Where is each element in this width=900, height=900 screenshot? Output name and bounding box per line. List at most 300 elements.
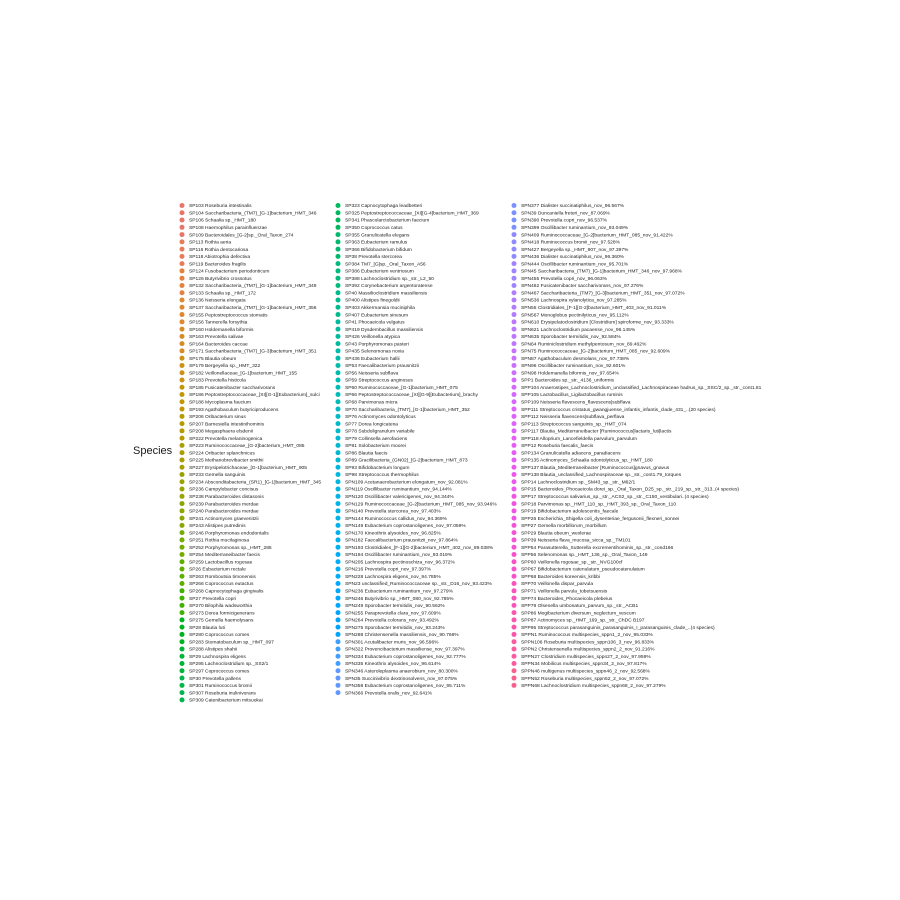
- legend-label: SP133 Schaalia sp._HMT_172: [189, 291, 256, 297]
- legend-label: SPN64 Ruminiclostridium methylpentosum_nov_89.462%: [521, 342, 647, 348]
- legend-label: SP419 Dysdembacillus massiliensis: [345, 327, 424, 333]
- legend-item: [512, 348, 671, 354]
- legend-label: SP307 Roseburia inulinivorans: [189, 691, 256, 697]
- legend-label: SPPN68 Lachnoclostridium multispecies_sppn68_2_nov_97.279%: [521, 684, 666, 690]
- legend-item: [512, 392, 624, 398]
- legend-label: SPP29 Blautia obeum_wexlerae: [521, 531, 592, 537]
- legend-label: SP137 Saccharibacteria_(TM7)_[G-1]bacterium_HMT_356: [189, 305, 317, 311]
- legend-key-dot: [180, 639, 185, 644]
- legend-item: [336, 567, 432, 573]
- legend-key-dot: [336, 232, 341, 237]
- legend-key-dot: [180, 290, 185, 295]
- legend-item: [180, 661, 269, 667]
- legend-key-dot: [180, 407, 185, 412]
- legend-item: [336, 487, 453, 493]
- legend-item: [512, 218, 608, 224]
- legend-key-dot: [336, 516, 341, 521]
- legend-item: [336, 588, 454, 594]
- legend-key-dot: [512, 545, 517, 550]
- legend-label: SPN144 Ruminococcus callidus_nov_94.369%: [345, 516, 447, 522]
- legend-key-dot: [180, 581, 185, 586]
- legend-item: [336, 392, 479, 398]
- legend-label: SPPN2 Christensenella multispecies_sppn2_2_nov_91.216%: [521, 647, 655, 653]
- legend-label: SPN119 Oscillibacter ruminantium_nov_94.144%: [345, 487, 452, 493]
- legend-label: SP436 Eubacterium hallii: [345, 356, 400, 362]
- legend-item: [336, 218, 430, 224]
- legend-key-dot: [336, 407, 341, 412]
- legend-item: [512, 261, 629, 267]
- legend-item: [180, 377, 247, 383]
- legend-item: [336, 683, 467, 689]
- legend-item: [180, 479, 322, 485]
- legend-item: [512, 567, 645, 573]
- legend-item: [336, 203, 423, 209]
- legend-label: SP93 Bifidobacterium longum: [345, 465, 410, 471]
- legend-label: SP175 Blautia obeum: [189, 356, 237, 362]
- legend-item: [512, 443, 594, 449]
- legend-item: [180, 261, 247, 267]
- legend-key-dot: [336, 239, 341, 244]
- legend-item: [512, 632, 654, 638]
- legend-key-dot: [180, 450, 185, 455]
- legend-item: [180, 501, 259, 507]
- legend-label: SPN467 Saccharibacteria_(TM7)_[G-3]bacterium_HMT_351_nov_97.072%: [521, 291, 685, 297]
- legend-label: SP238 Parabacteroides distasonis: [189, 495, 264, 500]
- legend-label: SPPN52 Roseburia multispecies_sppn52_2_nov_97.072%: [521, 676, 649, 682]
- legend-key-dot: [336, 218, 341, 223]
- legend-label: SP350 Coprococcus catus: [345, 226, 403, 232]
- legend-item: [512, 327, 636, 333]
- legend-key-dot: [336, 436, 341, 441]
- legend-label: SPP39 Neisseria flava_mucosa_sicca_sp._TM101: [521, 538, 631, 544]
- legend-key-dot: [512, 537, 517, 542]
- legend-key-dot: [336, 210, 341, 215]
- legend-label: SP164 Bacteroides caccae: [189, 342, 248, 348]
- legend-label: SPP135 Actinomyces_Schaalia odontolyticus_sp._HMT_180: [521, 458, 653, 464]
- legend-label: SP252 Porphyromonas sp._HMT_285: [189, 545, 272, 551]
- legend-label: SP81 Solobacterium moorei: [345, 444, 406, 450]
- legend-label: SPP68 Bacteroides koreensis_kribbi: [521, 574, 601, 580]
- legend-label: SP124 Fusobacterium periodonticum: [189, 269, 270, 275]
- legend-item: [180, 232, 294, 238]
- legend-item: [512, 276, 608, 282]
- legend-label: SP163 Prevotella salivae: [189, 335, 244, 341]
- legend-item: [336, 334, 401, 340]
- legend-item: [336, 407, 471, 413]
- legend-key-dot: [336, 203, 341, 208]
- legend-item: [512, 465, 670, 471]
- legend-label: SPN409 Ruminococcaceae_[G-2]bacterium_HMT_085_nov_91.422%: [521, 233, 673, 239]
- legend-key-dot: [336, 690, 341, 695]
- legend-key-dot: [336, 414, 341, 419]
- legend-key-dot: [180, 479, 185, 484]
- legend-label: SPN246 Butyrivibrio sp._HMT_080_nov_92.785%: [345, 596, 454, 602]
- legend-label: SPPN106 Roseburia multispecies_sppn106_3_nov_96.833%: [521, 640, 654, 646]
- legend-key-dot: [180, 370, 185, 375]
- legend-key-dot: [180, 632, 185, 637]
- legend-key-dot: [336, 283, 341, 288]
- legend-key-dot: [512, 516, 517, 521]
- legend-item: [336, 610, 442, 616]
- legend-item: [512, 356, 630, 362]
- legend-key-dot: [336, 363, 341, 368]
- legend-item: [180, 530, 270, 536]
- legend-label: SP283 Stomatobaculum sp._HMT_097: [189, 640, 274, 646]
- legend-item: [512, 232, 674, 238]
- legend-label: SP155 Peptostreptococcus stomatis: [189, 313, 268, 319]
- legend-key-dot: [336, 348, 341, 353]
- legend-item: [336, 596, 455, 602]
- legend-item: [180, 268, 270, 274]
- legend-label: SP363 Eubacterium ramulus: [345, 240, 408, 246]
- legend-key-dot: [512, 399, 517, 404]
- legend-key-dot: [180, 683, 185, 688]
- legend-item: [512, 298, 628, 304]
- legend-key-dot: [336, 537, 341, 542]
- legend-label: SP246 Porphyromonas endodontalis: [189, 531, 269, 537]
- legend-key-dot: [336, 581, 341, 586]
- legend-label: SP297 Coprococcus comes: [189, 669, 250, 675]
- legend-label: SPN322 Provencibacterium massiliense_nov_97.397%: [345, 647, 465, 653]
- legend-key-dot: [512, 334, 517, 339]
- legend-label: SP224 Oribacter splanchnicus: [189, 451, 255, 457]
- legend-key-dot: [336, 501, 341, 506]
- legend-key-dot: [180, 574, 185, 579]
- legend-label: SP227 Erysipelotrichaceae_[G-1]bacterium_HMT_905: [189, 465, 307, 471]
- legend-label: SP366 Bifidobacterium bifidum: [345, 247, 412, 253]
- legend-key-dot: [512, 247, 517, 252]
- legend-label: SPN462 Fusicatenibacter saccharivorans_nov_97.276%: [521, 284, 644, 290]
- legend-item: [512, 610, 636, 616]
- legend-key-dot: [512, 559, 517, 564]
- legend-label: SPP86 Mogibacterium diversum_neglectum_vescum: [521, 611, 636, 617]
- legend-item: [512, 508, 619, 514]
- legend-key-dot: [512, 232, 517, 237]
- legend-label: SPN444 Oscillibacter ruminantium_nov_95.701%: [521, 262, 629, 268]
- legend-item: [180, 625, 225, 631]
- legend-key-dot: [336, 261, 341, 266]
- legend-item: [336, 508, 442, 514]
- legend-key-dot: [512, 225, 517, 230]
- legend-label: SP384 TM7_[G]sp._Oral_Taxon_A56: [345, 262, 426, 268]
- legend-key-dot: [180, 385, 185, 390]
- legend-label: SPN288 Christensenella massiliensis_nov_90.766%: [345, 633, 459, 639]
- legend-key-dot: [180, 676, 185, 681]
- legend-item: [336, 290, 428, 296]
- legend-label: SPN610 Erysipelatoclostridium [Clostridium] spiroforme_nov_93.333%: [521, 320, 674, 326]
- legend-item: [180, 239, 232, 245]
- legend-label: SPN301 Acutalibacter muris_nov_96.596%: [345, 640, 439, 646]
- legend-label: SP40 Massilioclostridium massiliensis: [345, 291, 428, 297]
- legend-item: [512, 596, 613, 602]
- legend-label: SPN536 Lachnospira xylanolytica_nov_97.285%: [521, 298, 627, 304]
- legend-key-dot: [336, 676, 341, 681]
- legend-item: [512, 639, 655, 645]
- legend-item: [336, 232, 410, 238]
- legend-key-dot: [180, 508, 185, 513]
- legend-label: SP222 Prevotella melaninogenica: [189, 436, 263, 442]
- legend-label: SP86 Blautia faecis: [345, 451, 388, 457]
- legend-key-dot: [336, 298, 341, 303]
- legend-item: [512, 603, 639, 609]
- legend-label: SPP60 Veillonella rogosae_sp._str._NVG100cf: [521, 560, 623, 566]
- legend-key-dot: [512, 581, 517, 586]
- legend-label: SP270 Bilophila wadsworthia: [189, 604, 253, 610]
- legend-item: [512, 646, 656, 652]
- legend-label: SP182 Veillonellaceae_[G-1]bacterium_HMT_155: [189, 371, 297, 377]
- legend-label: SPN335 Kineothrix alysoides_nov_96.614%: [345, 662, 441, 668]
- legend-label: SP207 Barnesiella intestinihominis: [189, 422, 265, 428]
- legend-key-dot: [180, 537, 185, 542]
- legend-item: [180, 516, 259, 522]
- legend-item: [336, 668, 459, 674]
- legend-label: SPN140 Prevotella stercorea_nov_97.403%: [345, 509, 441, 515]
- legend-item: [336, 436, 408, 442]
- legend-item: [512, 450, 622, 456]
- legend-key-dot: [336, 625, 341, 630]
- legend-item: [512, 501, 677, 507]
- legend-item: [336, 654, 467, 660]
- legend-item: [336, 305, 416, 311]
- legend-key-dot: [180, 625, 185, 630]
- legend-label: SPP1 Bacteroides sp._str._4136_uniformis: [521, 378, 614, 384]
- legend-item: [180, 450, 256, 456]
- legend-key-dot: [512, 494, 517, 499]
- legend-label: SPP70 Veillonella dispar_parvula: [521, 582, 594, 588]
- legend-label: SP403 Akkermansia muciniphila: [345, 305, 415, 311]
- legend-label: SP288 Alistipes shahii: [189, 647, 238, 653]
- legend-label: SP223 Ruminococcaceae_[G-2]bacterium_HMT_085: [189, 444, 305, 450]
- legend-key-dot: [512, 443, 517, 448]
- legend-key-dot: [180, 283, 185, 288]
- legend-item: [512, 312, 630, 318]
- legend-label: SPN455 Prevotella copri_nov_96.063%: [521, 276, 607, 282]
- legend-item: [336, 676, 458, 682]
- legend-key-dot: [180, 399, 185, 404]
- legend-label: SP77 Dorea longicatena: [345, 422, 399, 428]
- legend-key-dot: [180, 356, 185, 361]
- legend-key-dot: [180, 414, 185, 419]
- legend-key-dot: [336, 377, 341, 382]
- legend-label: SPN216 Prevotella copri_nov_97.397%: [345, 567, 431, 573]
- legend-item: [336, 465, 410, 471]
- legend-key-dot: [336, 319, 341, 324]
- legend-item: [512, 487, 740, 493]
- legend-label: SP108 Haemophilus parainfluenzae: [189, 226, 268, 232]
- legend-label: SPP95 Streptococcus parasanguinis_parasanguinis_I_parasanguinis_clade_..(4 species): [521, 625, 715, 631]
- legend-key-dot: [512, 588, 517, 593]
- legend-key-dot: [512, 479, 517, 484]
- legend-item: [512, 428, 672, 434]
- legend-item: [336, 370, 399, 376]
- legend-item: [512, 625, 715, 631]
- legend-key-dot: [512, 414, 517, 419]
- legend-key-dot: [336, 523, 341, 528]
- legend-item: [180, 414, 247, 420]
- legend-item: [180, 588, 265, 594]
- legend-key-dot: [180, 276, 185, 281]
- legend-key-dot: [336, 465, 341, 470]
- legend-label: SPN170 Kineothrix alysoides_nov_96.825%: [345, 531, 441, 537]
- legend-item: [180, 552, 261, 558]
- legend-item: [512, 363, 627, 369]
- legend-item: [336, 399, 398, 405]
- legend-label: SPP137 Blautia_Mediterraneibacter [Ruminococcus]gnavus_gnavus: [521, 465, 670, 471]
- legend-item: [336, 457, 468, 463]
- legend-item: [336, 385, 459, 391]
- legend-item: [336, 625, 446, 631]
- legend-key-dot: [336, 530, 341, 535]
- legend-item: [336, 421, 399, 427]
- legend-key-dot: [336, 610, 341, 615]
- legend-item: [512, 268, 683, 274]
- legend-key-dot: [336, 334, 341, 339]
- legend-key-dot: [180, 501, 185, 506]
- legend-key-dot: [512, 298, 517, 303]
- legend-item: [512, 516, 680, 522]
- legend-label: SP275 Gemella haemolysans: [189, 618, 254, 624]
- legend-item: [180, 225, 268, 231]
- legend-item: [336, 661, 442, 667]
- legend-label: SPN23 unclassified_Ruminococcaceae sp._str._D16_nov_93.423%: [345, 582, 492, 588]
- legend-key-dot: [180, 697, 185, 702]
- legend-key-dot: [180, 617, 185, 622]
- legend-label: SP186 Peptostreptococcaceae_[XI][G-1][Eubacterium]_sulci: [189, 393, 320, 399]
- legend-item: [180, 574, 257, 580]
- legend-item: [512, 494, 709, 500]
- legend-key-dot: [180, 261, 185, 266]
- legend-item: [336, 341, 409, 347]
- legend-label: SP126 Butyrivibrio crossotus: [189, 276, 252, 282]
- legend-key-dot: [180, 472, 185, 477]
- legend-key-dot: [336, 639, 341, 644]
- legend-key-dot: [180, 327, 185, 332]
- legend-key-dot: [180, 239, 185, 244]
- legend-key-dot: [180, 225, 185, 230]
- legend-label: SP239 Parabacteroides merdae: [189, 502, 259, 508]
- legend-label: SP400 Alistipes finegoldii: [345, 298, 400, 304]
- legend-key-dot: [512, 530, 517, 535]
- legend-item: [512, 421, 627, 427]
- legend-label: SPN264 Prevotella colorans_nov_93.492%: [345, 618, 439, 624]
- legend-label: SPN418 Ruminococcus bromii_nov_97.528%: [521, 240, 620, 246]
- legend-key-dot: [336, 421, 341, 426]
- legend-label: SPN275 Sporobacter termitidis_nov_93.243%: [345, 625, 445, 631]
- legend-label: SP113 Rothia aeria: [189, 240, 232, 246]
- legend-item: [336, 377, 414, 383]
- legend-label: SPP54 Parasutterella_Sutterella excrementihominis_sp._str._cond166: [521, 545, 674, 551]
- legend-key-dot: [180, 668, 185, 673]
- legend-item: [512, 334, 622, 340]
- legend-label: SPN39 Duncaniella freteri_nov_87.069%: [521, 211, 610, 217]
- legend-label: SPP117 Blautia_Mediterraneibacter [Ruminococcus]lactaris_luti|lactis: [521, 429, 672, 435]
- legend-item: [336, 210, 480, 216]
- legend-key-dot: [336, 661, 341, 666]
- legend-item: [336, 276, 435, 282]
- legend-label: SP89 Gracilibacteria_(GN02)_[G-2]bacterium_HMT_873: [345, 458, 468, 464]
- legend-key-dot: [336, 508, 341, 513]
- legend-label: SP53 Faecalibacterium prausnitzii: [345, 364, 419, 370]
- legend-label: SPP18 Parvimonas sp._HMT_110_sp._HMT_393_sp._Oral_Taxon_110: [521, 502, 677, 508]
- legend-key-dot: [512, 348, 517, 353]
- legend-item: [512, 530, 592, 536]
- legend-item: [336, 225, 404, 231]
- legend-key-dot: [180, 603, 185, 608]
- legend-label: SPP79 Olsenella umbonatum_parvum_sp._str._ACB1: [521, 604, 639, 610]
- legend-label: SP27 Prevotella copri: [189, 596, 237, 602]
- legend-key-dot: [512, 567, 517, 572]
- legend-label: SP160 Holdemanella biformis: [189, 327, 254, 333]
- legend-key-dot: [512, 661, 517, 666]
- legend-item: [336, 239, 408, 245]
- legend-title: Species: [133, 445, 173, 457]
- legend-key-dot: [180, 530, 185, 535]
- legend-key-dot: [336, 632, 341, 637]
- legend-key-dot: [512, 218, 517, 223]
- legend-label: SP435 Selenomonas noxia: [345, 349, 405, 355]
- legend-key-dot: [512, 312, 517, 317]
- legend-key-dot: [336, 399, 341, 404]
- legend-label: SP38 Prevotella stercorea: [345, 255, 402, 261]
- legend-key-dot: [180, 465, 185, 470]
- legend-item: [180, 363, 261, 369]
- legend-label: SPP71 Veillonella parvula_tobetsuensis: [521, 589, 608, 595]
- legend-item: [180, 428, 253, 434]
- legend-label: SP43 Porphyromonas pasteri: [345, 342, 409, 348]
- legend-item: [180, 494, 265, 500]
- legend-key-dot: [512, 407, 517, 412]
- legend-label: SP118 Abiotrophia defectiva: [189, 255, 251, 261]
- legend-label: SPN96 Oscillibacter ruminantium_nov_92.601%: [521, 364, 626, 370]
- legend-label: SP263 Romboutsia timonensis: [189, 574, 256, 580]
- legend-label: SP185 Fusicatenibacter saccharivorans: [189, 385, 276, 391]
- legend-item: [512, 617, 645, 623]
- legend-item: [512, 377, 615, 383]
- legend-item: [180, 247, 249, 253]
- legend-item: [180, 690, 257, 696]
- legend-label: SP26 Eubacterium rectale: [189, 567, 246, 573]
- legend-key-dot: [512, 639, 517, 644]
- legend-key-dot: [336, 559, 341, 564]
- legend-item: [512, 523, 607, 529]
- legend-item: [336, 559, 456, 565]
- legend-label: SP119 Bacteroides fragilis: [189, 262, 246, 268]
- legend-key-dot: [512, 501, 517, 506]
- legend-item: [336, 327, 424, 333]
- legend-key-dot: [512, 457, 517, 462]
- legend-item: [180, 632, 250, 638]
- legend-label: SPN98 Holdemanella biformis_nov_97.654%: [521, 371, 619, 377]
- legend-label: SP79 Collinsella aerofaciens: [345, 436, 408, 442]
- legend-item: [336, 428, 415, 434]
- legend-key-dot: [512, 276, 517, 281]
- legend-item: [180, 465, 308, 471]
- legend-label: SP309 Catenibacterium mitsuokai: [189, 698, 263, 704]
- legend-label: SP243 Alistipes putredinis: [189, 524, 246, 530]
- legend-key-dot: [512, 356, 517, 361]
- legend-key-dot: [180, 559, 185, 564]
- legend-key-dot: [512, 523, 517, 528]
- legend-key-dot: [180, 232, 185, 237]
- legend-label: SPPN1 Ruminococcus multispecies_sppn1_2_nov_95.033%: [521, 633, 653, 639]
- legend-item: [180, 334, 244, 340]
- legend-key-dot: [180, 523, 185, 528]
- legend-key-dot: [512, 508, 517, 513]
- legend-label: SP109 Bacteroidales_[G-2]sp._Oral_Taxon_274: [189, 233, 294, 239]
- legend-key-dot: [512, 377, 517, 382]
- legend-key-dot: [512, 385, 517, 390]
- legend-key-dot: [512, 363, 517, 368]
